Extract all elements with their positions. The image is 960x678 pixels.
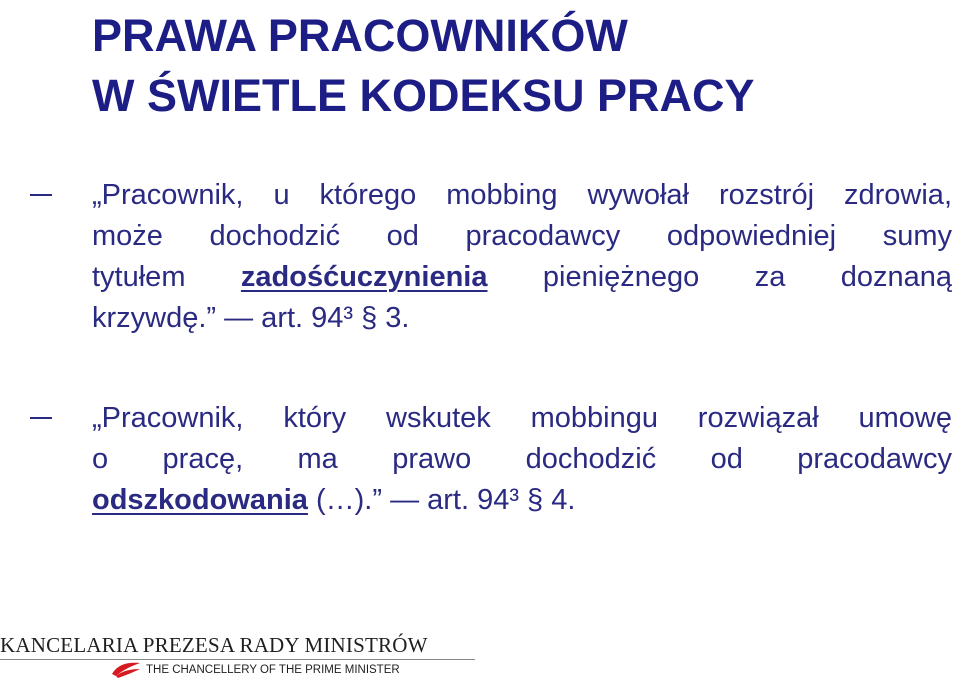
point-1-line-1: „Pracownik, u którego mobbing wywołał rozstrój zdrowia, bbox=[92, 179, 952, 211]
slide-title bbox=[92, 6, 755, 126]
point-1-line-3-b: pieniężnego za doznaną bbox=[542, 261, 952, 293]
point-1-line-3-a: tytułem bbox=[92, 261, 186, 293]
dash-bullet-icon bbox=[30, 417, 52, 419]
title-line-2: W ŚWIETLE KODEKSU PRACY bbox=[92, 70, 755, 121]
title-line-1: PRAWA PRACOWNIKÓW bbox=[92, 10, 628, 61]
point-2-line-1: „Pracownik, który wskutek mobbingu rozwiązał umowę bbox=[92, 402, 952, 434]
footer-divider bbox=[0, 659, 475, 660]
point-2-line-3-b: (…).” — art. 94³ § 4. bbox=[315, 484, 576, 516]
dash-bullet-icon bbox=[30, 194, 52, 196]
point-1-line-4: krzywdę.” — art. 94³ § 3. bbox=[92, 302, 410, 334]
bullet-point-2 bbox=[92, 398, 952, 521]
underlined-term-odszkodowanie: odszkodowania bbox=[92, 484, 308, 516]
point-2-line-2: o pracę, ma prawo dochodzić od pracodawcy bbox=[92, 443, 952, 475]
point-1-line-2: może dochodzić od pracodawcy odpowiedniej sumy bbox=[92, 220, 952, 252]
institution-name-en: THE CHANCELLERY OF THE PRIME MINISTER bbox=[146, 664, 400, 676]
point-2-line-3 bbox=[92, 480, 952, 521]
bullet-point-1 bbox=[92, 175, 952, 339]
underlined-term-zadoscuczynienie: zadośćuczynienia bbox=[240, 261, 488, 293]
institution-name-pl: KANCELARIA PREZESA RADY MINISTRÓW bbox=[0, 633, 428, 657]
footer-branding bbox=[0, 632, 475, 676]
point-1-line-3 bbox=[92, 257, 952, 298]
flag-logo-icon bbox=[110, 660, 142, 678]
